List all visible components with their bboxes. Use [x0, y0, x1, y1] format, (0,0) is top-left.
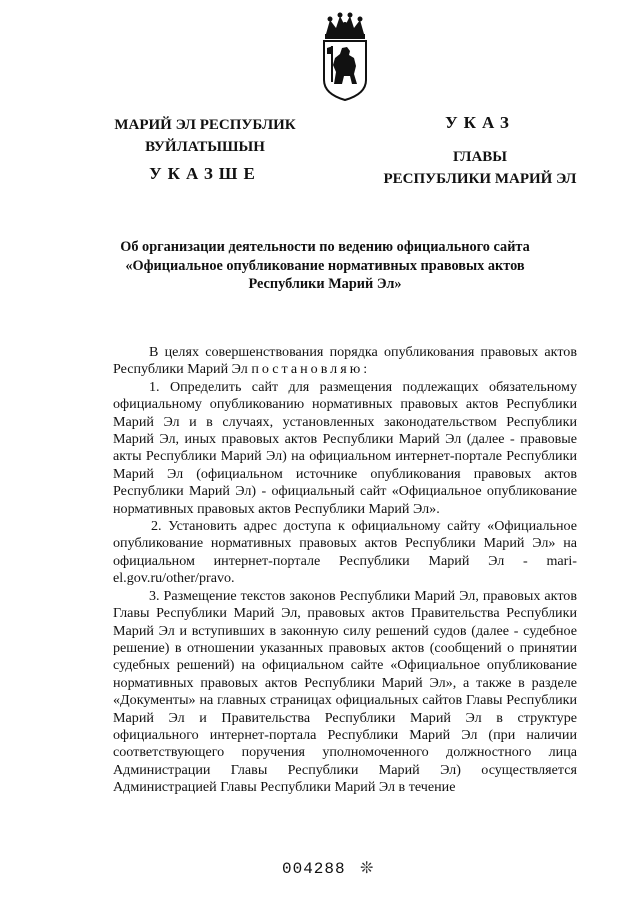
header-left-org — [100, 114, 310, 158]
intro-decree-word: постановляю — [251, 361, 364, 378]
security-mark-icon: ❊ — [360, 860, 374, 877]
crown-icon — [325, 13, 365, 40]
item-3-paragraph: 3. Размещение текстов законов Республики Марий Эл, правовых актов Главы Республики Марий Эл, правовых актов Правительства Республики Марий Эл и вступивших в законную силу решений судов (далее - судебное решение) в отношении указанных правовых актов (сообщений о принятии судебных решений) на официальном сайте «Официальное опубликование нормативных правовых актов Республики Марий Эл», а также в разделе «Документы» на главных страницах официальных сайтов Главы Республики Марий Эл и Правительства Республики Марий Эл в структуре официального интернет-портала Республики Марий Эл (при наличии соответствующего поручения уполномоченного должностного лица Администрации Главы Республики Марий Эл) осуществляется Администрацией Главы Республики Марий Эл в течение — [113, 587, 577, 796]
header-right-org — [360, 146, 600, 190]
intro-paragraph — [113, 344, 577, 379]
intro-text: В целях совершенствования порядка опубликования правовых актов Республики Марий Эл — [113, 344, 577, 378]
header-right-title: УКАЗ — [445, 113, 515, 132]
header-left-line1: МАРИЙ ЭЛ РЕСПУБЛИК — [114, 117, 296, 133]
document-title — [100, 238, 550, 294]
header-left-title: УКАЗШЕ — [149, 164, 261, 183]
title-line-3: Республики Марий Эл» — [248, 276, 402, 292]
coat-of-arms-emblem — [316, 10, 374, 102]
title-line-1: Об организации деятельности по ведению официального сайта — [120, 239, 530, 255]
document-body — [113, 344, 577, 797]
header-right-line1: ГЛАВЫ — [452, 149, 508, 165]
header-left-line2: ВУЙЛАТЫШЫН — [145, 139, 265, 155]
header-right-line2: РЕСПУБЛИКИ МАРИЙ ЭЛ — [383, 171, 577, 187]
title-line-2: «Официальное опубликование нормативных правовых актов — [125, 257, 525, 274]
item-1-paragraph: 1. Определить сайт для размещения подлежащих обязательному официальному опубликованию нормативных правовых актов Республики Марий Эл и в случаях, установленных законодательством Республики Марий Эл, иных правовых актов Республики Марий Эл (далее - правовые акты Республики Марий Эл) на официальном интернет-портале Республики Марий Эл (официальном источнике опубликования правовых актов Республики Марий Эл) - официальный сайт «Официальное опубликование нормативных правовых актов Республики Марий Эл». — [113, 378, 577, 517]
intro-colon: : — [363, 361, 368, 378]
item-2-paragraph: 2. Установить адрес доступа к официальному сайту «Официальное опубликование нормативных правовых актов Республики Марий Эл» на официальном интернет-портале Республики Марий Эл - mari-el.gov.ru/other/pravo. — [113, 518, 577, 587]
document-serial-number: 004288 — [282, 860, 346, 878]
